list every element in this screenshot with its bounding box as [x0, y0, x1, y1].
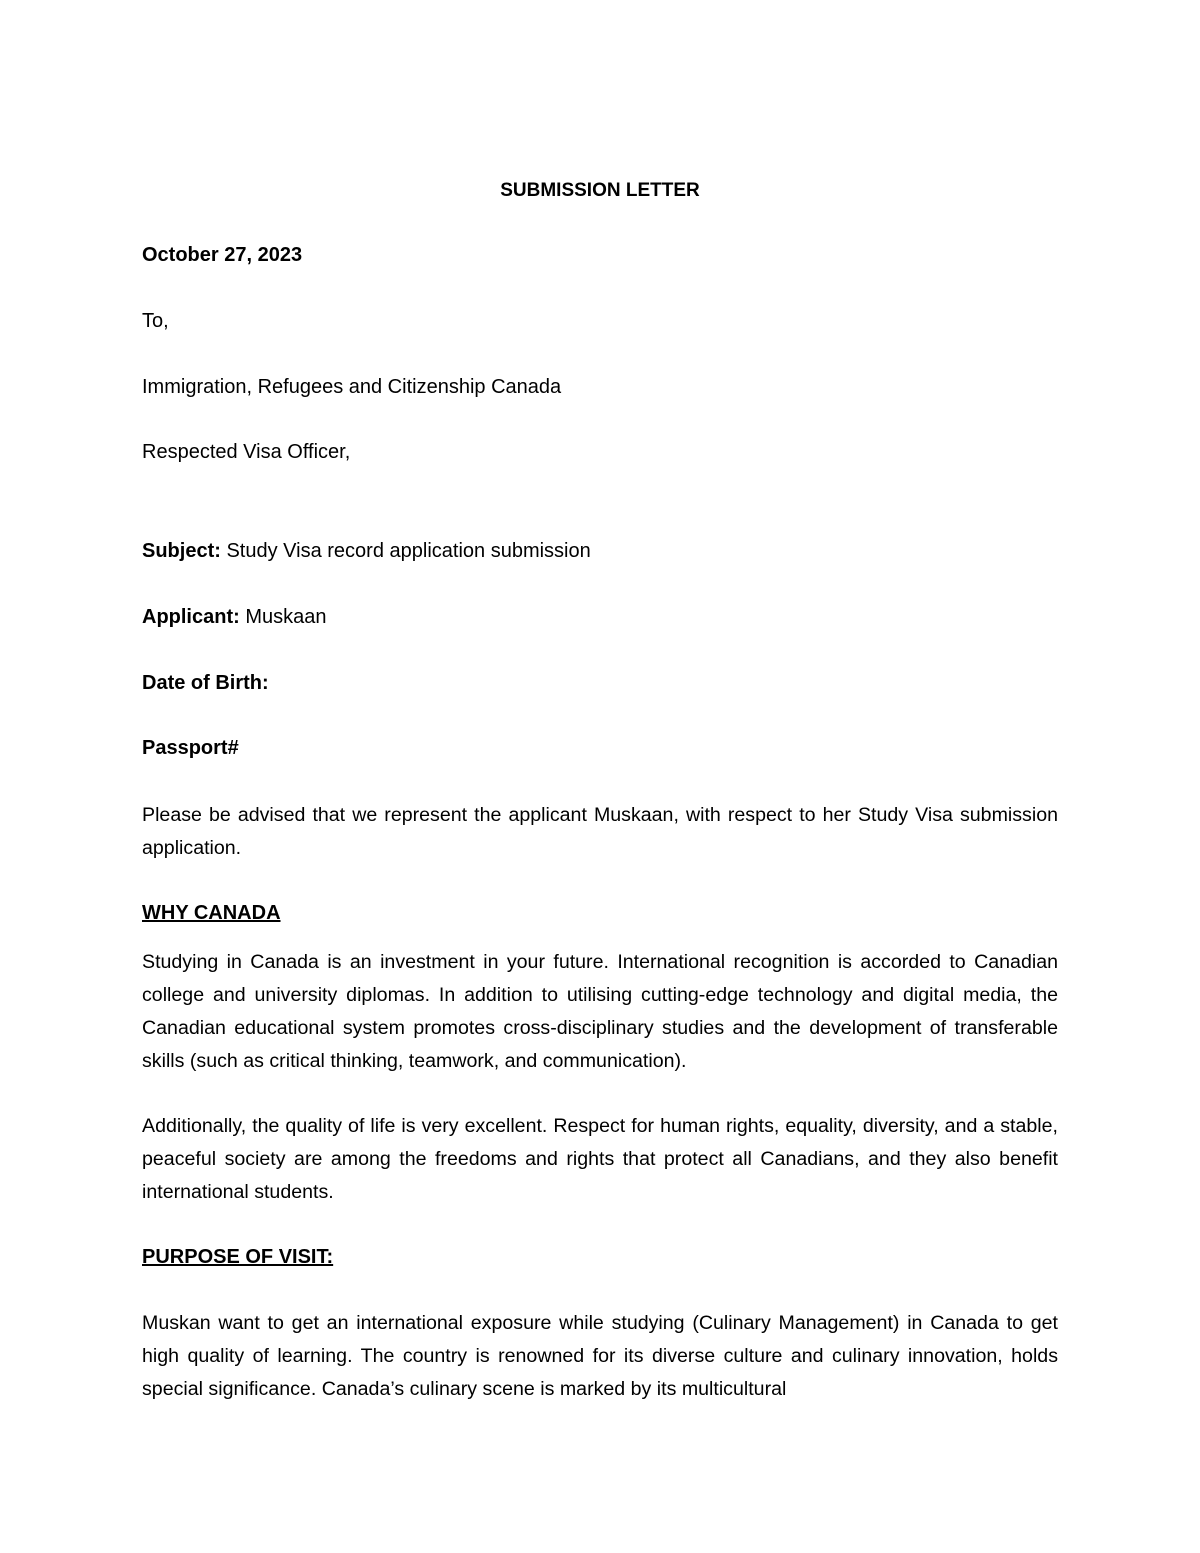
purpose-paragraph-1: Muskan want to get an international exposure while studying (Culinary Management) in Canada to get high quality of learning. The country is renowned for its diverse culture and culinary innovation, holds special significance. Canada’s culinary scene is marked by its multicultural — [142, 1312, 1058, 1400]
subject-value: Study Visa record application submission — [226, 540, 591, 562]
letter-date: October 27, 2023 — [142, 244, 303, 266]
subject-line — [142, 535, 591, 568]
greeting: Respected Visa Officer, — [142, 441, 351, 463]
why-canada-paragraph-1: Studying in Canada is an investment in your future. International recognition is accorded to Canadian college and university diplomas. In addition to utilising cutting-edge technology and digital media, the Canadian educational system promotes cross-disciplinary studies and the development of transferable skills (such as critical thinking, teamwork, and communication). — [142, 951, 1058, 1072]
letter-title: SUBMISSION LETTER — [500, 180, 700, 201]
purpose-heading: PURPOSE OF VISIT: — [142, 1246, 334, 1268]
applicant-line — [142, 601, 327, 634]
applicant-label: Applicant: — [142, 606, 240, 628]
why-canada-heading: WHY CANADA — [142, 902, 281, 924]
intro-paragraph: Please be advised that we represent the applicant Muskaan, with respect to her Study Visa submission application. — [142, 804, 1058, 859]
salutation-to: To, — [142, 310, 169, 332]
dob-label: Date of Birth: — [142, 672, 269, 694]
passport-label: Passport# — [142, 737, 239, 759]
applicant-value: Muskaan — [245, 606, 327, 628]
why-canada-paragraph-2: Additionally, the quality of life is very excellent. Respect for human rights, equality, diversity, and a stable, peaceful society are among the freedoms and rights that protect all Canadians, and they also benefit international students. — [142, 1115, 1058, 1203]
subject-label: Subject: — [142, 540, 221, 562]
recipient-name: Immigration, Refugees and Citizenship Canada — [142, 376, 562, 398]
